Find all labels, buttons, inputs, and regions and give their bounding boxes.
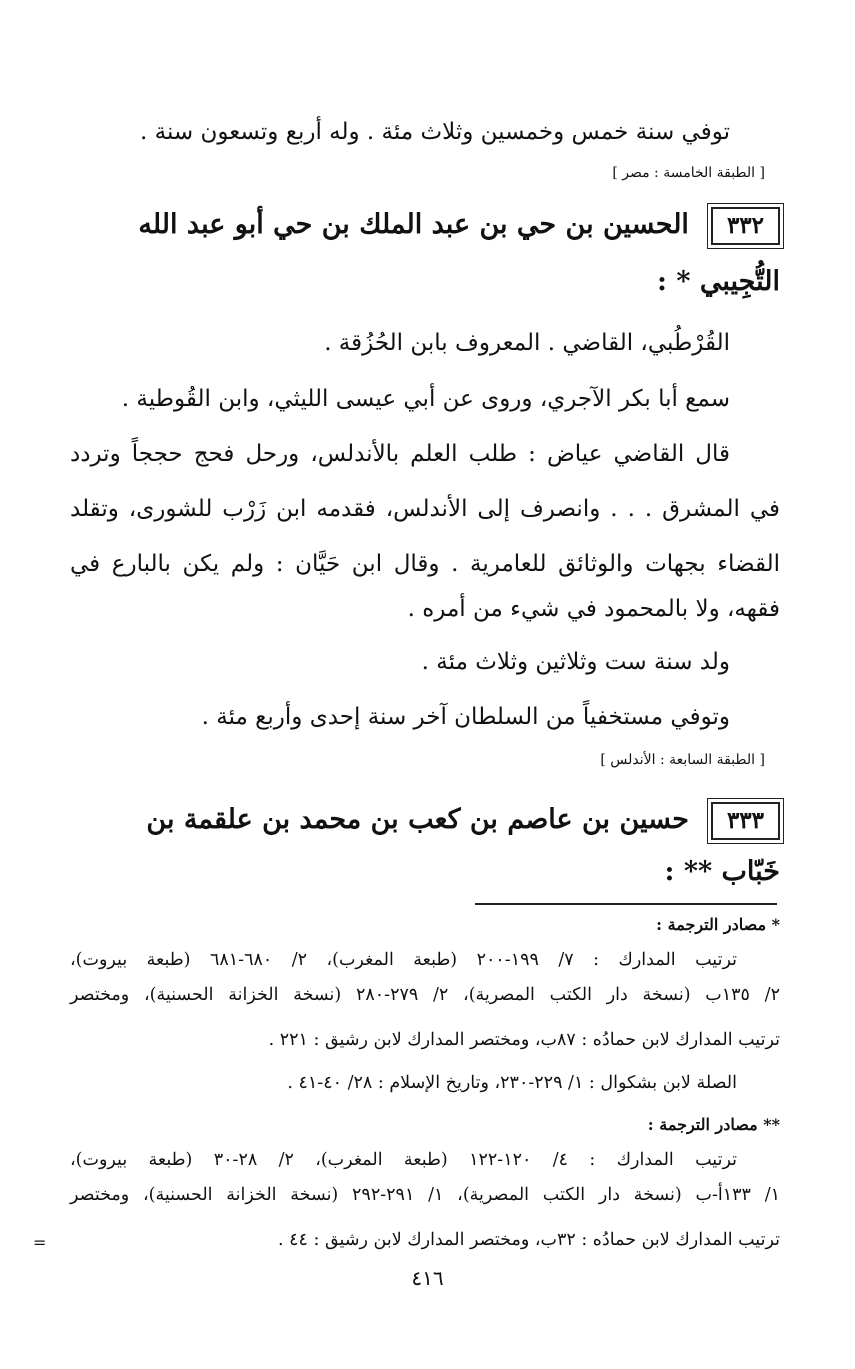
body-line: فقهه، ولا بالمحمود في شيء من أمره . [407, 596, 780, 622]
footnote-line: ١/ ١٣٣أ-ب (نسخة دار الكتب المصرية)، ١/ ٢٩١-٢٩٢ (نسخة الخزانة الحسنية)، ومختصر [70, 1185, 780, 1205]
body-line: قال القاضي عياض : طلب العلم بالأندلس، ورحل فحج حججاً وتردد [70, 441, 730, 467]
entry-number-box: ٣٣٣ [711, 802, 780, 840]
entry-333-heading [70, 800, 780, 840]
footnote-line: ترتيب المدارك لابن حمادُه : ٨٧ب، ومختصر المدارك لابن رشيق : ٢٢١ . [268, 1030, 780, 1050]
footnote-line: ترتيب المدارك لابن حمادُه : ٣٢ب، ومختصر المدارك لابن رشيق : ٤٤ . [277, 1230, 780, 1250]
margin-mark: = [33, 1233, 47, 1252]
body-line: القُرْطُبي، القاضي . المعروف بابن الحُزُقة . [324, 330, 730, 356]
page-number: ٤١٦ [411, 1266, 444, 1290]
entry-332-heading-cont: التُّجِيبي * : [657, 266, 780, 297]
tabaqa-tag: [ الطبقة الخامسة : مصر ] [612, 165, 765, 181]
entry-332-heading [70, 205, 780, 245]
entry-number-box: ٣٣٢ [711, 207, 780, 245]
body-line: في المشرق . . . وانصرف إلى الأندلس، فقدمه ابن زَرْب للشورى، وتقلد [70, 496, 780, 522]
body-line: ولد سنة ست وثلاثين وثلاث مئة . [421, 649, 730, 675]
footnote-line: ترتيب المدارك : ٤/ ١٢٠-١٢٢ (طبعة المغرب)، ٢/ ٢٨-٣٠ (طبعة بيروت)، [70, 1150, 737, 1170]
body-line: القضاء بجهات والوثائق للعامرية . وقال ابن حَيَّان : ولم يكن بالبارع في [70, 551, 780, 577]
footnote-line: ترتيب المدارك : ٧/ ١٩٩-٢٠٠ (طبعة المغرب)، ٢/ ٦٨٠-٦٨١ (طبعة بيروت)، [70, 950, 737, 970]
footnote-line: ٢/ ١٣٥ب (نسخة دار الكتب المصرية)، ٢/ ٢٧٩-٢٨٠ (نسخة الخزانة الحسنية)، ومختصر [70, 985, 780, 1005]
entry-title: الحسين بن حي بن عبد الملك بن حي أبو عبد الله [138, 209, 689, 240]
footnote-separator [475, 903, 777, 905]
body-line: سمع أبا بكر الآجري، وروى عن أبي عيسى الليثي، وابن القُوطية . [121, 386, 730, 412]
intro-line: توفي سنة خمس وخمسين وثلاث مئة . وله أربع وتسعون سنة . [140, 119, 730, 145]
footnote-label: * مصادر الترجمة : [656, 915, 780, 934]
entry-333-heading-cont: خَبّاب ** : [664, 856, 780, 887]
entry-title: حسين بن عاصم بن كعب بن محمد بن علقمة بن [146, 804, 689, 835]
body-line: وتوفي مستخفياً من السلطان آخر سنة إحدى وأربع مئة . [201, 704, 730, 730]
footnote-label: ** مصادر الترجمة : [647, 1115, 780, 1134]
footnote-line: الصلة لابن بشكوال : ١/ ٢٢٩-٢٣٠، وتاريخ الإسلام : ٢٨/ ٤٠-٤١ . [287, 1073, 737, 1093]
tabaqa-tag: [ الطبقة السابعة : الأندلس ] [600, 752, 765, 768]
